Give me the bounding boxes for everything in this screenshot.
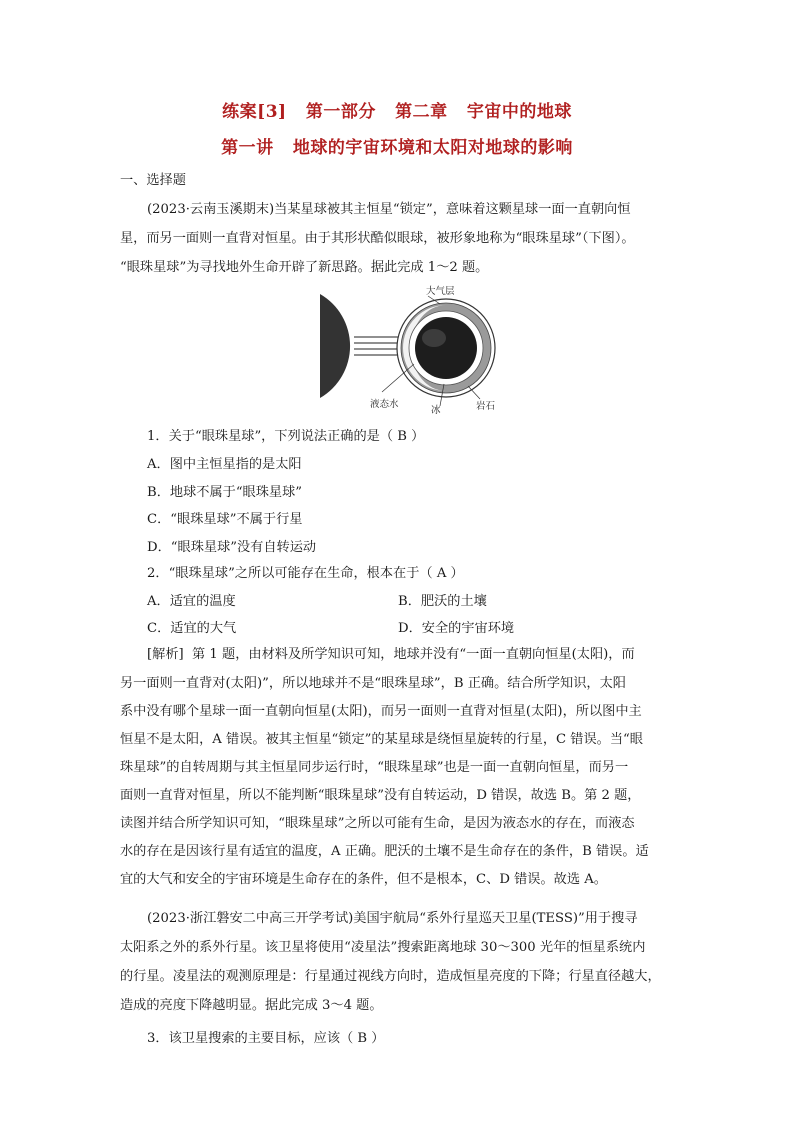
question-1-stem: 1．关于“眼珠星球”，下列说法正确的是（ B ） bbox=[147, 429, 425, 444]
question-1-option: D．“眼珠星球”没有自转运动 bbox=[147, 540, 317, 555]
question-2-option-a: A．适宜的温度 bbox=[147, 594, 236, 609]
question-1-option: C．“眼珠星球”不属于行星 bbox=[147, 512, 303, 527]
question-1-option: B．地球不属于“眼珠星球” bbox=[147, 485, 303, 500]
analysis-line: 读图并结合所学知识可知，“眼珠星球”之所以可能有生命，是因为液态水的存在，而液态 bbox=[120, 816, 635, 831]
host-star-shape bbox=[320, 294, 350, 398]
eyeball-planet-figure bbox=[310, 282, 510, 414]
section-label: 一、选择题 bbox=[120, 173, 186, 188]
label-rock: 岩石 bbox=[476, 401, 496, 412]
passage-2-line: 造成的亮度下降越明显。据此完成 3～4 题。 bbox=[120, 998, 383, 1013]
analysis-line: 另一面则一直背对(太阳)”，所以地球并不是“眼珠星球”，B 正确。结合所学知识，太阳 bbox=[120, 676, 626, 691]
analysis-line: 珠星球”的自转周期与其主恒星同步运行时，“眼珠星球”也是一面一直朝向恒星，而另一 bbox=[120, 760, 629, 775]
question-2-option-c: C．适宜的大气 bbox=[147, 621, 237, 636]
passage-1-line: (2023·云南玉溪期末)当某星球被其主恒星“锁定”，意味着这颗星球一面一直朝向恒 bbox=[147, 202, 631, 217]
label-ice: 冰 bbox=[431, 405, 441, 414]
question-1-option: A．图中主恒星指的是太阳 bbox=[147, 457, 302, 472]
question-3-stem: 3．该卫星搜索的主要目标，应该（ B ） bbox=[147, 1031, 385, 1046]
passage-2-line: 太阳系之外的系外行星。该卫星将使用“凌星法”搜索距离地球 30～300 光年的恒星系统内 bbox=[120, 940, 646, 955]
passage-2-line: (2023·浙江磐安二中高三开学考试)美国宇航局“系外行星巡天卫星(TESS)”用于搜寻 bbox=[147, 911, 638, 926]
analysis-line: 宜的大气和安全的宇宙环境是生命存在的条件，但不是根本，C、D 错误。故选 A。 bbox=[120, 872, 607, 887]
page-title: 练案[3] 第一部分 第二章 宇宙中的地球 bbox=[222, 102, 572, 122]
passage-1-line: 星，而另一面则一直背对恒星。由于其形状酷似眼球，被形象地称为“眼珠星球”（下图）。 bbox=[120, 231, 635, 246]
planet-core bbox=[415, 317, 477, 379]
passage-2-line: 的行星。凌星法的观测原理是：行星通过视线方向时，造成恒星亮度的下降；行星直径越大， bbox=[120, 969, 661, 984]
analysis-line: 面则一直背对恒星，所以不能判断“眼珠星球”没有自转运动，D 错误，故选 B。第 2 题， bbox=[120, 788, 641, 803]
analysis-line: 恒星不是太阳，A 错误。被其主恒星“锁定”的某星球是绕恒星旋转的行星，C 错误。当“眼 bbox=[120, 732, 643, 747]
page-subtitle: 第一讲 地球的宇宙环境和太阳对地球的影响 bbox=[221, 138, 573, 158]
analysis-line: 水的存在是因该行星有适宜的温度，A 正确。肥沃的土壤不是生命存在的条件，B 错误。适 bbox=[120, 844, 649, 859]
analysis-line: [解析] 第 1 题，由材料及所学知识可知，地球并没有“一面一直朝向恒星(太阳)，而 bbox=[147, 647, 635, 662]
question-2-option-b: B．肥沃的土壤 bbox=[398, 594, 487, 609]
question-2-option-d: D．安全的宇宙环境 bbox=[398, 621, 515, 636]
analysis-line: 系中没有哪个星球一面一直朝向恒星(太阳)，而另一面则一直背对恒星(太阳)，所以图中主 bbox=[120, 704, 642, 719]
label-liquid-water: 液态水 bbox=[370, 399, 399, 410]
question-2-stem: 2．“眼珠星球”之所以可能存在生命，根本在于（ A ） bbox=[147, 566, 464, 581]
label-atmosphere: 大气层 bbox=[426, 286, 455, 297]
passage-1-line: “眼珠星球”为寻找地外生命开辟了新思路。据此完成 1～2 题。 bbox=[120, 260, 489, 275]
